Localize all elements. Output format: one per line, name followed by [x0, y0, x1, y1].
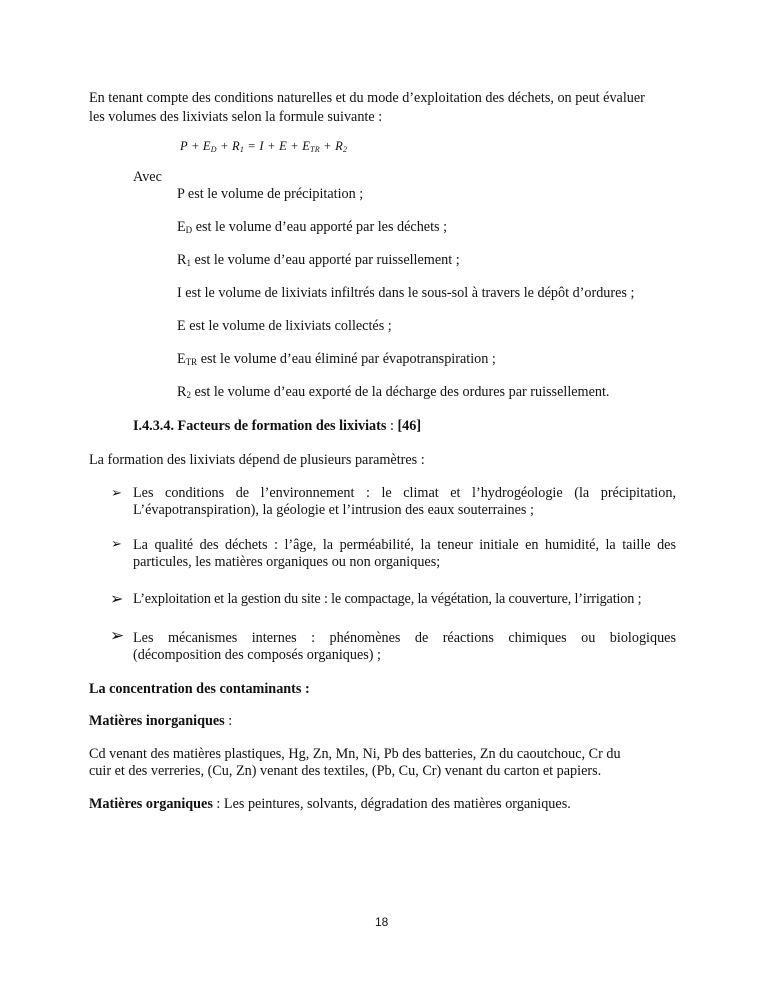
intro-line-2: les volumes des lixiviats selon la formule suivante :: [89, 109, 383, 125]
definition-item: $R_1$ est le volume d’eau apporté par ruissellement ;: [177, 252, 460, 268]
avec-label: Avec: [133, 169, 162, 185]
inorganic-text-line-2: cuir et des verreries, (Cu, Zn) venant des textiles, (Pb, Cu, Cr) venant du carton et papiers.: [89, 763, 602, 779]
definition-item: E est le volume de lixiviats collectés ;: [177, 318, 392, 334]
bullet-item-line: L’évapotranspiration), la géologie et l’intrusion des eaux souterraines ;: [133, 502, 534, 518]
page-number: 18: [375, 915, 389, 929]
arrow-bullet-icon: ➢: [111, 486, 122, 501]
intro-line-1: En tenant compte des conditions naturelles et du mode d’exploitation des déchets, on peut évaluer: [89, 90, 645, 106]
bullet-item-line: particules, les matières organiques ou non organiques;: [133, 554, 441, 570]
bullet-item-line: (décomposition des composés organiques) ;: [133, 647, 381, 663]
formation-intro: La formation des lixiviats dépend de plusieurs paramètres :: [89, 452, 425, 468]
bullet-item-line: Les conditions de l’environnement : le climat et l’hydrogéologie (la précipitation,: [133, 485, 676, 501]
leachate-formula: $P + E_D + R_1 = I + E + E_{TR} + R_2$: [180, 139, 348, 154]
definition-item: $R_2$ est le volume d’eau exporté de la décharge des ordures par ruissellement.: [177, 384, 610, 400]
arrow-bullet-icon: ➢: [110, 589, 124, 608]
definition-item: P est le volume de précipitation ;: [177, 186, 364, 202]
bullet-item-line: La qualité des déchets : l’âge, la perméabilité, la teneur initiale en humidité, la taille des: [133, 537, 676, 553]
organic-line: Matières organiques : Les peintures, solvants, dégradation des matières organiques.: [89, 796, 571, 812]
definition-item: I est le volume de lixiviats infiltrés dans le sous-sol à travers le dépôt d’ordures ;: [177, 285, 635, 301]
contaminants-heading: La concentration des contaminants :: [89, 681, 310, 697]
inorganic-text-line-1: Cd venant des matières plastiques, Hg, Zn, Mn, Ni, Pb des batteries, Zn du caoutchouc, Cr du: [89, 746, 621, 762]
bullet-item-line: Les mécanismes internes : phénomènes de réactions chimiques ou biologiques: [133, 630, 676, 646]
definition-item: $E_{TR}$ est le volume d’eau éliminé par évapotranspiration ;: [177, 351, 496, 367]
section-heading: I.4.3.4. Facteurs de formation des lixiviats : [46]: [133, 418, 422, 434]
definition-item: $E_D$ est le volume d’eau apporté par les déchets ;: [177, 219, 448, 235]
inorganic-label-line: Matières inorganiques :: [89, 713, 233, 729]
arrow-bullet-icon: ➢: [111, 537, 122, 552]
arrow-bullet-icon: ➢: [110, 626, 125, 646]
bullet-item-line: L’exploitation et la gestion du site : le compactage, la végétation, la couverture, l’irrigation ;: [133, 591, 642, 607]
